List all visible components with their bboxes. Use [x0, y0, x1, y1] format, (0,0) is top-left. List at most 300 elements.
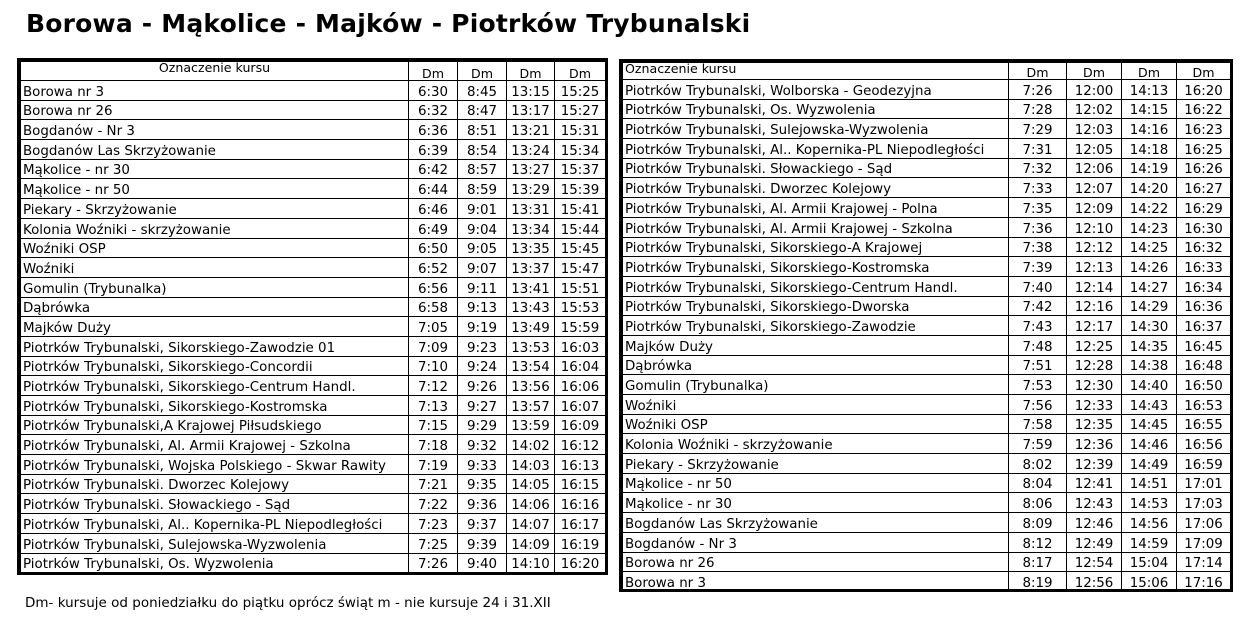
departure-time: 9:39 — [458, 533, 507, 553]
departure-time: 16:27 — [1177, 178, 1231, 198]
stop-name: Piotrków Trybunalski. Słowackiego - Sąd — [623, 158, 1009, 178]
stop-name: Piotrków Trybunalski, Sulejowska-Wyzwolenia — [623, 119, 1009, 139]
departure-time: 12:43 — [1067, 493, 1122, 513]
departure-time: 15:47 — [555, 258, 606, 278]
departure-time: 9:35 — [458, 474, 507, 494]
stop-name: Piotrków Trybunalski, Sulejowska-Wyzwolenia — [21, 533, 409, 553]
stop-name: Piotrków Trybunalski, Wojska Polskiego - Skwar Rawity — [21, 455, 409, 475]
departure-time: 17:16 — [1177, 572, 1231, 592]
departure-time: 14:35 — [1122, 335, 1177, 355]
table-header-row — [623, 63, 1231, 80]
departure-time: 16:53 — [1177, 395, 1231, 415]
table-row — [21, 553, 606, 573]
departure-time: 7:59 — [1009, 434, 1067, 454]
table-row — [623, 99, 1231, 119]
stop-name: Mąkolice - nr 30 — [21, 159, 409, 179]
departure-time: 13:54 — [507, 356, 555, 376]
departure-time: 15:04 — [1122, 552, 1177, 572]
stop-name: Borowa nr 26 — [21, 100, 409, 120]
table-row — [21, 455, 606, 475]
stop-name: Piotrków Trybunalski, Al.. Kopernika-PL Niepodległości — [21, 514, 409, 534]
header-stop: Oznaczenie kursu — [21, 62, 409, 81]
departure-time: 9:32 — [458, 435, 507, 455]
table-row — [21, 533, 606, 553]
departure-time: 7:10 — [409, 356, 458, 376]
departure-time: 15:34 — [555, 140, 606, 160]
departure-time: 9:37 — [458, 514, 507, 534]
departure-time: 7:51 — [1009, 355, 1067, 375]
header-day: Dm — [555, 62, 606, 81]
departure-time: 16:37 — [1177, 316, 1231, 336]
departure-time: 7:38 — [1009, 237, 1067, 257]
departure-time: 6:46 — [409, 199, 458, 219]
table-row — [21, 514, 606, 534]
departure-time: 7:28 — [1009, 99, 1067, 119]
departure-time: 16:12 — [555, 435, 606, 455]
departure-time: 12:03 — [1067, 119, 1122, 139]
table-row — [21, 81, 606, 101]
departure-time: 13:27 — [507, 159, 555, 179]
departure-time: 9:40 — [458, 553, 507, 573]
departure-time: 9:27 — [458, 396, 507, 416]
departure-time: 14:59 — [1122, 532, 1177, 552]
stop-name: Piotrków Trybunalski, Sikorskiego-Centrum Handl. — [623, 276, 1009, 296]
departure-time: 7:26 — [409, 553, 458, 573]
departure-time: 12:14 — [1067, 276, 1122, 296]
departure-time: 14:07 — [507, 514, 555, 534]
departure-time: 14:02 — [507, 435, 555, 455]
departure-time: 7:53 — [1009, 375, 1067, 395]
departure-time: 12:30 — [1067, 375, 1122, 395]
departure-time: 7:12 — [409, 376, 458, 396]
table-row — [21, 120, 606, 140]
stop-name: Kolonia Woźniki - skrzyżowanie — [21, 218, 409, 238]
departure-time: 14:03 — [507, 455, 555, 475]
header-stop: Oznaczenie kursu — [623, 63, 1009, 80]
departure-time: 7:56 — [1009, 395, 1067, 415]
table-row — [623, 395, 1231, 415]
departure-time: 16:16 — [555, 494, 606, 514]
departure-time: 16:48 — [1177, 355, 1231, 375]
stop-name: Piotrków Trybunalski,A Krajowej Piłsudskiego — [21, 415, 409, 435]
departure-time: 13:43 — [507, 297, 555, 317]
departure-time: 14:46 — [1122, 434, 1177, 454]
header-day: Dm — [1177, 63, 1231, 80]
departure-time: 14:29 — [1122, 296, 1177, 316]
table-row — [623, 375, 1231, 395]
departure-time: 7:58 — [1009, 414, 1067, 434]
stop-name: Woźniki — [623, 395, 1009, 415]
table-row — [21, 474, 606, 494]
departure-time: 6:42 — [409, 159, 458, 179]
table-row — [21, 179, 606, 199]
stop-name: Piotrków Trybunalski, Al. Armii Krajowej - Szkolna — [623, 217, 1009, 237]
header-day: Dm — [1067, 63, 1122, 80]
departure-time: 16:30 — [1177, 217, 1231, 237]
departure-time: 8:59 — [458, 179, 507, 199]
timetable-left-body — [21, 81, 606, 573]
departure-time: 12:36 — [1067, 434, 1122, 454]
departure-time: 12:13 — [1067, 257, 1122, 277]
departure-time: 12:12 — [1067, 237, 1122, 257]
stop-name: Piotrków Trybunalski, Os. Wyzwolenia — [623, 99, 1009, 119]
stop-name: Piotrków Trybunalski, Sikorskiego-Kostromska — [21, 396, 409, 416]
table-row — [21, 336, 606, 356]
table-row — [21, 238, 606, 258]
departure-time: 7:29 — [1009, 119, 1067, 139]
departure-time: 15:44 — [555, 218, 606, 238]
departure-time: 15:41 — [555, 199, 606, 219]
stop-name: Piotrków Trybunalski, Sikorskiego-Zawodzie 01 — [21, 336, 409, 356]
departure-time: 14:27 — [1122, 276, 1177, 296]
stop-name: Borowa nr 26 — [623, 552, 1009, 572]
departure-time: 7:33 — [1009, 178, 1067, 198]
departure-time: 6:44 — [409, 179, 458, 199]
table-row — [21, 159, 606, 179]
stop-name: Piotrków Trybunalski. Dworzec Kolejowy — [623, 178, 1009, 198]
stop-name: Woźniki — [21, 258, 409, 278]
departure-time: 15:31 — [555, 120, 606, 140]
departure-time: 13:15 — [507, 81, 555, 101]
table-row — [21, 494, 606, 514]
departure-time: 14:56 — [1122, 513, 1177, 533]
departure-time: 16:04 — [555, 356, 606, 376]
departure-time: 12:17 — [1067, 316, 1122, 336]
departure-time: 14:22 — [1122, 198, 1177, 218]
departure-time: 14:53 — [1122, 493, 1177, 513]
departure-time: 7:32 — [1009, 158, 1067, 178]
departure-time: 14:25 — [1122, 237, 1177, 257]
table-row — [21, 435, 606, 455]
departure-time: 14:45 — [1122, 414, 1177, 434]
stop-name: Woźniki OSP — [21, 238, 409, 258]
departure-time: 12:02 — [1067, 99, 1122, 119]
departure-time: 12:33 — [1067, 395, 1122, 415]
departure-time: 6:50 — [409, 238, 458, 258]
departure-time: 14:13 — [1122, 80, 1177, 100]
departure-time: 9:11 — [458, 277, 507, 297]
table-row — [21, 317, 606, 337]
departure-time: 6:52 — [409, 258, 458, 278]
departure-time: 16:17 — [555, 514, 606, 534]
departure-time: 12:28 — [1067, 355, 1122, 375]
departure-time: 12:39 — [1067, 454, 1122, 474]
departure-time: 9:19 — [458, 317, 507, 337]
stop-name: Piotrków Trybunalski. Słowackiego - Sąd — [21, 494, 409, 514]
table-row — [21, 218, 606, 238]
departure-time: 13:49 — [507, 317, 555, 337]
departure-time: 9:23 — [458, 336, 507, 356]
departure-time: 8:54 — [458, 140, 507, 160]
departure-time: 16:45 — [1177, 335, 1231, 355]
table-row — [623, 198, 1231, 218]
departure-time: 16:20 — [555, 553, 606, 573]
stop-name: Piotrków Trybunalski, Al.. Kopernika-PL Niepodległości — [623, 139, 1009, 159]
departure-time: 14:18 — [1122, 139, 1177, 159]
departure-time: 16:50 — [1177, 375, 1231, 395]
departure-time: 16:23 — [1177, 119, 1231, 139]
table-row — [623, 355, 1231, 375]
departure-time: 8:17 — [1009, 552, 1067, 572]
departure-time: 6:49 — [409, 218, 458, 238]
stop-name: Kolonia Woźniki - skrzyżowanie — [623, 434, 1009, 454]
table-row — [21, 277, 606, 297]
departure-time: 13:41 — [507, 277, 555, 297]
departure-time: 13:31 — [507, 199, 555, 219]
departure-time: 17:03 — [1177, 493, 1231, 513]
departure-time: 7:19 — [409, 455, 458, 475]
table-row — [623, 493, 1231, 513]
stop-name: Majków Duży — [623, 335, 1009, 355]
table-row — [623, 276, 1231, 296]
departure-time: 12:41 — [1067, 473, 1122, 493]
table-row — [21, 356, 606, 376]
table-row — [623, 139, 1231, 159]
departure-time: 9:04 — [458, 218, 507, 238]
departure-time: 15:37 — [555, 159, 606, 179]
departure-time: 8:09 — [1009, 513, 1067, 533]
table-row — [623, 434, 1231, 454]
departure-time: 16:33 — [1177, 257, 1231, 277]
table-row — [623, 80, 1231, 100]
departure-time: 7:26 — [1009, 80, 1067, 100]
table-row — [21, 100, 606, 120]
departure-time: 16:20 — [1177, 80, 1231, 100]
header-day: Dm — [1009, 63, 1067, 80]
stop-name: Bogdanów - Nr 3 — [21, 120, 409, 140]
stop-name: Piotrków Trybunalski. Dworzec Kolejowy — [21, 474, 409, 494]
departure-time: 6:30 — [409, 81, 458, 101]
stop-name: Dąbrówka — [623, 355, 1009, 375]
departure-time: 7:48 — [1009, 335, 1067, 355]
departure-time: 16:13 — [555, 455, 606, 475]
departure-time: 14:26 — [1122, 257, 1177, 277]
table-row — [623, 335, 1231, 355]
departure-time: 14:23 — [1122, 217, 1177, 237]
table-header-row — [21, 62, 606, 81]
departure-time: 6:58 — [409, 297, 458, 317]
table-row — [623, 572, 1231, 592]
departure-time: 14:06 — [507, 494, 555, 514]
departure-time: 8:06 — [1009, 493, 1067, 513]
timetable-left — [17, 58, 608, 575]
header-day: Dm — [458, 62, 507, 81]
stop-name: Dąbrówka — [21, 297, 409, 317]
departure-time: 7:18 — [409, 435, 458, 455]
stop-name: Piotrków Trybunalski, Sikorskiego-Concordii — [21, 356, 409, 376]
departure-time: 14:38 — [1122, 355, 1177, 375]
table-row — [623, 237, 1231, 257]
departure-time: 14:30 — [1122, 316, 1177, 336]
table-row — [21, 396, 606, 416]
departure-time: 14:15 — [1122, 99, 1177, 119]
departure-time: 9:24 — [458, 356, 507, 376]
departure-time: 9:33 — [458, 455, 507, 475]
timetable-right — [619, 59, 1233, 592]
header-day: Dm — [507, 62, 555, 81]
stop-name: Borowa nr 3 — [623, 572, 1009, 592]
departure-time: 12:00 — [1067, 80, 1122, 100]
departure-time: 9:07 — [458, 258, 507, 278]
departure-time: 16:03 — [555, 336, 606, 356]
stop-name: Mąkolice - nr 30 — [623, 493, 1009, 513]
timetable-right-table — [622, 62, 1231, 592]
table-row — [623, 158, 1231, 178]
departure-time: 14:43 — [1122, 395, 1177, 415]
table-row — [623, 119, 1231, 139]
table-row — [623, 316, 1231, 336]
table-row — [623, 178, 1231, 198]
departure-time: 12:35 — [1067, 414, 1122, 434]
departure-time: 12:46 — [1067, 513, 1122, 533]
departure-time: 15:51 — [555, 277, 606, 297]
departure-time: 14:49 — [1122, 454, 1177, 474]
departure-time: 13:34 — [507, 218, 555, 238]
timetable-right-body — [623, 80, 1231, 592]
departure-time: 9:05 — [458, 238, 507, 258]
table-row — [623, 257, 1231, 277]
departure-time: 7:39 — [1009, 257, 1067, 277]
departure-time: 8:04 — [1009, 473, 1067, 493]
departure-time: 7:09 — [409, 336, 458, 356]
departure-time: 13:21 — [507, 120, 555, 140]
departure-time: 13:56 — [507, 376, 555, 396]
departure-time: 14:19 — [1122, 158, 1177, 178]
departure-time: 17:14 — [1177, 552, 1231, 572]
stop-name: Piotrków Trybunalski, Al. Armii Krajowej - Szkolna — [21, 435, 409, 455]
departure-time: 7:15 — [409, 415, 458, 435]
departure-time: 16:32 — [1177, 237, 1231, 257]
header-day: Dm — [409, 62, 458, 81]
departure-time: 16:07 — [555, 396, 606, 416]
header-day: Dm — [1122, 63, 1177, 80]
stop-name: Mąkolice - nr 50 — [21, 179, 409, 199]
table-row — [21, 415, 606, 435]
departure-time: 7:13 — [409, 396, 458, 416]
departure-time: 8:57 — [458, 159, 507, 179]
table-row — [623, 552, 1231, 572]
departure-time: 17:06 — [1177, 513, 1231, 533]
departure-time: 15:27 — [555, 100, 606, 120]
stop-name: Gomulin (Trybunalka) — [21, 277, 409, 297]
stop-name: Majków Duży — [21, 317, 409, 337]
departure-time: 8:12 — [1009, 532, 1067, 552]
table-row — [21, 140, 606, 160]
departure-time: 12:16 — [1067, 296, 1122, 316]
departure-time: 13:35 — [507, 238, 555, 258]
departure-time: 14:51 — [1122, 473, 1177, 493]
departure-time: 12:09 — [1067, 198, 1122, 218]
stop-name: Piotrków Trybunalski, Sikorskiego-Dworska — [623, 296, 1009, 316]
stop-name: Piotrków Trybunalski, Al. Armii Krajowej - Polna — [623, 198, 1009, 218]
departure-time: 8:51 — [458, 120, 507, 140]
departure-time: 12:07 — [1067, 178, 1122, 198]
departure-time: 14:09 — [507, 533, 555, 553]
stop-name: Piotrków Trybunalski, Sikorskiego-A Krajowej — [623, 237, 1009, 257]
departure-time: 16:55 — [1177, 414, 1231, 434]
table-row — [623, 513, 1231, 533]
departure-time: 8:47 — [458, 100, 507, 120]
table-row — [21, 376, 606, 396]
departure-time: 16:59 — [1177, 454, 1231, 474]
departure-time: 7:21 — [409, 474, 458, 494]
departure-time: 12:56 — [1067, 572, 1122, 592]
departure-time: 8:02 — [1009, 454, 1067, 474]
stop-name: Piotrków Trybunalski, Sikorskiego-Centrum Handl. — [21, 376, 409, 396]
stop-name: Bogdanów Las Skrzyżowanie — [21, 140, 409, 160]
departure-time: 14:40 — [1122, 375, 1177, 395]
departure-time: 7:23 — [409, 514, 458, 534]
stop-name: Piotrków Trybunalski, Sikorskiego-Kostromska — [623, 257, 1009, 277]
departure-time: 16:34 — [1177, 276, 1231, 296]
stop-name: Piotrków Trybunalski, Os. Wyzwolenia — [21, 553, 409, 573]
stop-name: Gomulin (Trybunalka) — [623, 375, 1009, 395]
departure-time: 7:22 — [409, 494, 458, 514]
stop-name: Borowa nr 3 — [21, 81, 409, 101]
departure-time: 16:22 — [1177, 99, 1231, 119]
stop-name: Piekary - Skrzyżowanie — [623, 454, 1009, 474]
departure-time: 12:25 — [1067, 335, 1122, 355]
departure-time: 12:10 — [1067, 217, 1122, 237]
table-row — [623, 296, 1231, 316]
stop-name: Piekary - Skrzyżowanie — [21, 199, 409, 219]
departure-time: 16:15 — [555, 474, 606, 494]
departure-time: 7:35 — [1009, 198, 1067, 218]
departure-time: 7:43 — [1009, 316, 1067, 336]
departure-time: 8:45 — [458, 81, 507, 101]
departure-time: 15:45 — [555, 238, 606, 258]
timetable-left-table — [20, 61, 606, 573]
departure-time: 16:19 — [555, 533, 606, 553]
departure-time: 16:09 — [555, 415, 606, 435]
table-row — [21, 258, 606, 278]
stop-name: Piotrków Trybunalski, Wolborska - Geodezyjna — [623, 80, 1009, 100]
departure-time: 9:01 — [458, 199, 507, 219]
departure-time: 16:06 — [555, 376, 606, 396]
stop-name: Piotrków Trybunalski, Sikorskiego-Zawodzie — [623, 316, 1009, 336]
departure-time: 13:17 — [507, 100, 555, 120]
departure-time: 13:24 — [507, 140, 555, 160]
departure-time: 13:53 — [507, 336, 555, 356]
table-row — [623, 473, 1231, 493]
stop-name: Woźniki OSP — [623, 414, 1009, 434]
table-row — [21, 297, 606, 317]
departure-time: 12:06 — [1067, 158, 1122, 178]
departure-time: 9:13 — [458, 297, 507, 317]
departure-time: 7:25 — [409, 533, 458, 553]
departure-time: 9:29 — [458, 415, 507, 435]
departure-time: 16:56 — [1177, 434, 1231, 454]
departure-time: 16:29 — [1177, 198, 1231, 218]
departure-time: 13:37 — [507, 258, 555, 278]
departure-time: 13:59 — [507, 415, 555, 435]
departure-time: 7:36 — [1009, 217, 1067, 237]
departure-time: 15:06 — [1122, 572, 1177, 592]
departure-time: 13:57 — [507, 396, 555, 416]
departure-time: 15:59 — [555, 317, 606, 337]
table-row — [623, 532, 1231, 552]
departure-time: 6:39 — [409, 140, 458, 160]
departure-time: 15:25 — [555, 81, 606, 101]
table-row — [623, 414, 1231, 434]
departure-time: 14:16 — [1122, 119, 1177, 139]
departure-time: 15:39 — [555, 179, 606, 199]
departure-time: 15:53 — [555, 297, 606, 317]
departure-time: 13:29 — [507, 179, 555, 199]
footnote: Dm- kursuje od poniedziałku do piątku oprócz świąt m - nie kursuje 24 i 31.XII — [25, 595, 551, 611]
departure-time: 16:26 — [1177, 158, 1231, 178]
table-row — [21, 199, 606, 219]
